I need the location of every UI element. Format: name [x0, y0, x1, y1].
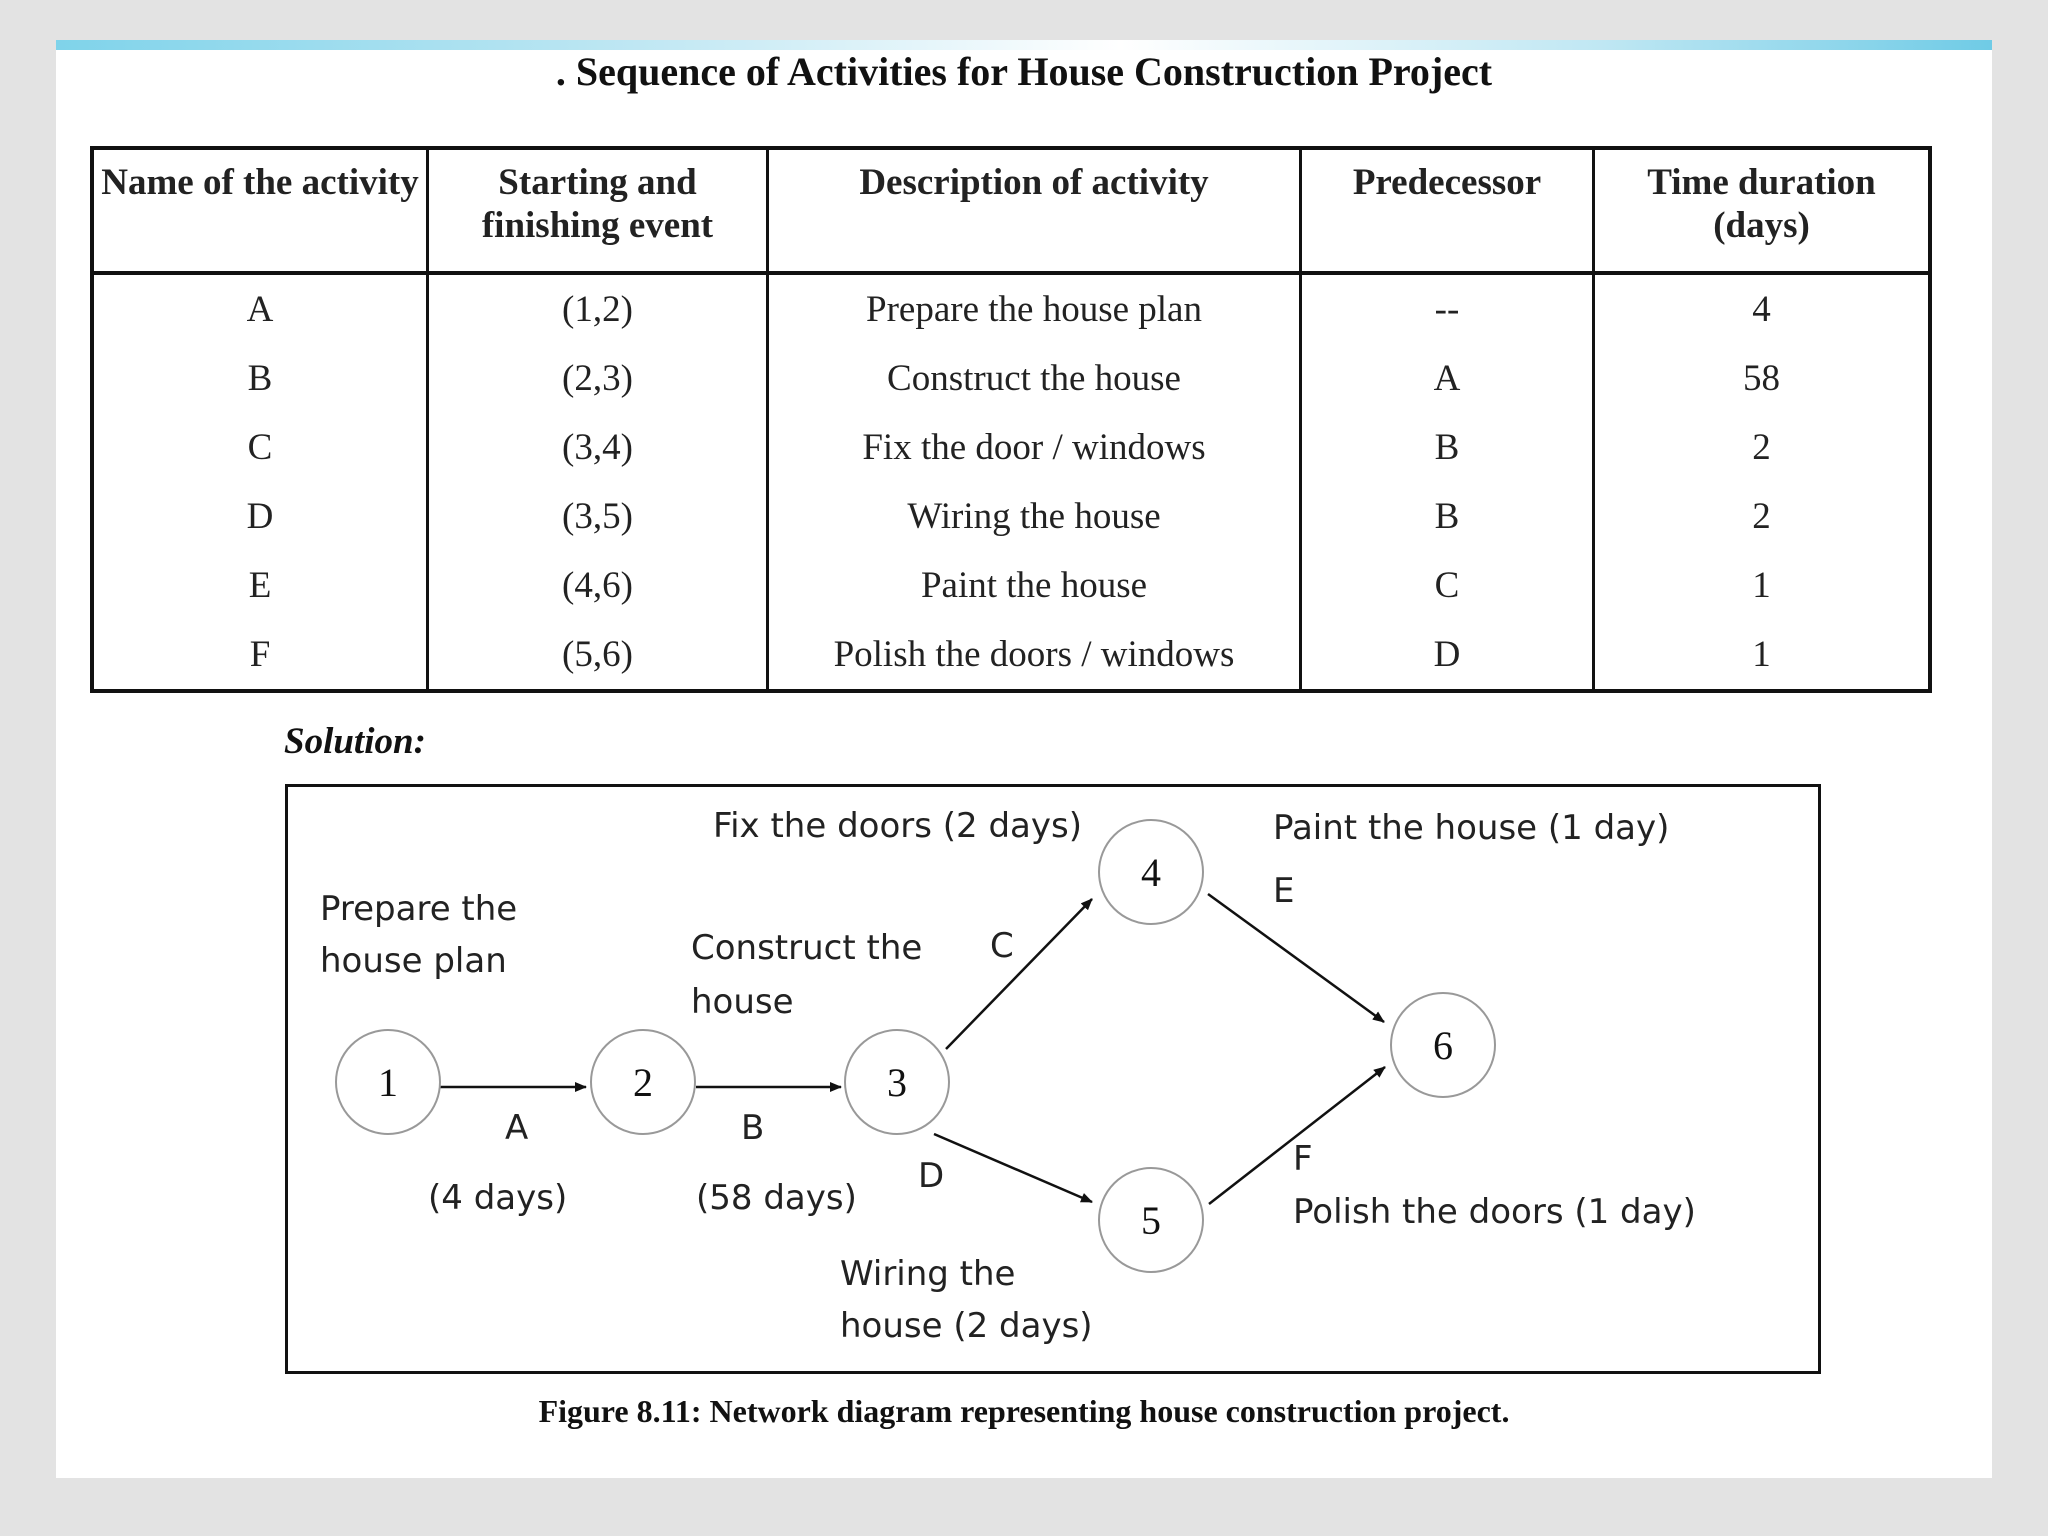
activities-table: [90, 146, 1932, 693]
node-1: [336, 1030, 440, 1134]
page-title: . Sequence of Activities for House Construction Project: [555, 49, 1493, 94]
node-2: [591, 1030, 695, 1134]
cell-events: (3,4): [428, 413, 768, 482]
table-row: [92, 273, 1930, 344]
header-events: Starting and finishing event: [428, 148, 768, 273]
edge-c-letter: C: [990, 926, 1014, 966]
header-duration: Time duration (days): [1594, 148, 1931, 273]
activity-a-description-line2: house plan: [320, 941, 507, 981]
cell-description: Fix the door / windows: [768, 413, 1301, 482]
activity-a-description-line1: Prepare the: [320, 889, 518, 929]
edge-c-arrow: [946, 899, 1092, 1049]
edge-a-letter: A: [505, 1108, 529, 1148]
cell-description: Wiring the house: [768, 482, 1301, 551]
cell-description: Polish the doors / windows: [768, 620, 1301, 691]
node-2-label: 2: [633, 1060, 653, 1105]
edge-d-arrow: [934, 1134, 1092, 1202]
cell-predecessor: A: [1301, 344, 1594, 413]
node-6: [1391, 993, 1495, 1097]
cell-predecessor: B: [1301, 413, 1594, 482]
node-3-label: 3: [887, 1060, 907, 1105]
activity-d-description-line1: Wiring the: [840, 1254, 1016, 1294]
solution-label: Solution:: [284, 721, 426, 762]
cell-predecessor: B: [1301, 482, 1594, 551]
cell-events: (2,3): [428, 344, 768, 413]
header-description: Description of activity: [768, 148, 1301, 273]
figure-caption: Figure 8.11: Network diagram representing house construction project.: [538, 1393, 1510, 1429]
table-row: [92, 620, 1930, 691]
header-predecessor: Predecessor: [1301, 148, 1594, 273]
cell-duration: 2: [1594, 482, 1931, 551]
cell-duration: 1: [1594, 620, 1931, 691]
node-4: [1099, 820, 1203, 924]
edge-b-letter: B: [741, 1108, 765, 1148]
table-row: [92, 551, 1930, 620]
cell-duration: 4: [1594, 273, 1931, 344]
table-row: [92, 413, 1930, 482]
cell-activity-name: F: [249, 634, 271, 675]
cell-description: Paint the house: [768, 551, 1301, 620]
cell-activity-name: D: [246, 496, 274, 537]
cell-events: (5,6): [428, 620, 768, 691]
cell-description: Construct the house: [768, 344, 1301, 413]
node-6-label: 6: [1433, 1023, 1453, 1068]
cell-predecessor: C: [1301, 551, 1594, 620]
cell-predecessor: D: [1301, 620, 1594, 691]
table-row: [92, 344, 1930, 413]
cell-duration: 2: [1594, 413, 1931, 482]
header-activity-name: Name of the activity: [92, 148, 428, 273]
network-diagram: [288, 787, 1818, 1371]
cell-activity-name: E: [248, 565, 272, 606]
cell-events: (3,5): [428, 482, 768, 551]
cell-activity-name: C: [247, 427, 273, 468]
edge-f-letter: F: [1293, 1139, 1313, 1179]
table-header-row: [92, 148, 1930, 273]
edge-e-arrow: [1208, 894, 1384, 1022]
activity-c-description: Fix the doors (2 days): [713, 806, 1082, 846]
edge-e-letter: E: [1273, 871, 1295, 911]
node-5: [1099, 1168, 1203, 1272]
node-5-label: 5: [1141, 1198, 1161, 1243]
activity-e-description: Paint the house (1 day): [1273, 808, 1670, 848]
activity-b-duration: (58 days): [696, 1178, 857, 1218]
cell-events: (4,6): [428, 551, 768, 620]
edge-f-arrow: [1209, 1067, 1385, 1204]
activity-b-description-line2: house: [691, 982, 794, 1022]
node-4-label: 4: [1141, 850, 1161, 895]
table-row: [92, 482, 1930, 551]
cell-predecessor: --: [1301, 273, 1594, 344]
activity-b-description-line1: Construct the: [691, 928, 923, 968]
cell-duration: 1: [1594, 551, 1931, 620]
activity-f-description: Polish the doors (1 day): [1293, 1192, 1696, 1232]
cell-activity-name: B: [247, 358, 273, 399]
cell-activity-name: A: [246, 289, 274, 330]
edge-d-letter: D: [918, 1156, 945, 1196]
network-diagram-frame: [285, 784, 1821, 1374]
cell-description: Prepare the house plan: [768, 273, 1301, 344]
cell-events: (1,2): [428, 273, 768, 344]
activity-d-description-line2: house (2 days): [840, 1306, 1093, 1346]
cell-duration: 58: [1594, 344, 1931, 413]
node-3: [845, 1030, 949, 1134]
activity-a-duration: (4 days): [428, 1178, 568, 1218]
node-1-label: 1: [378, 1060, 398, 1105]
